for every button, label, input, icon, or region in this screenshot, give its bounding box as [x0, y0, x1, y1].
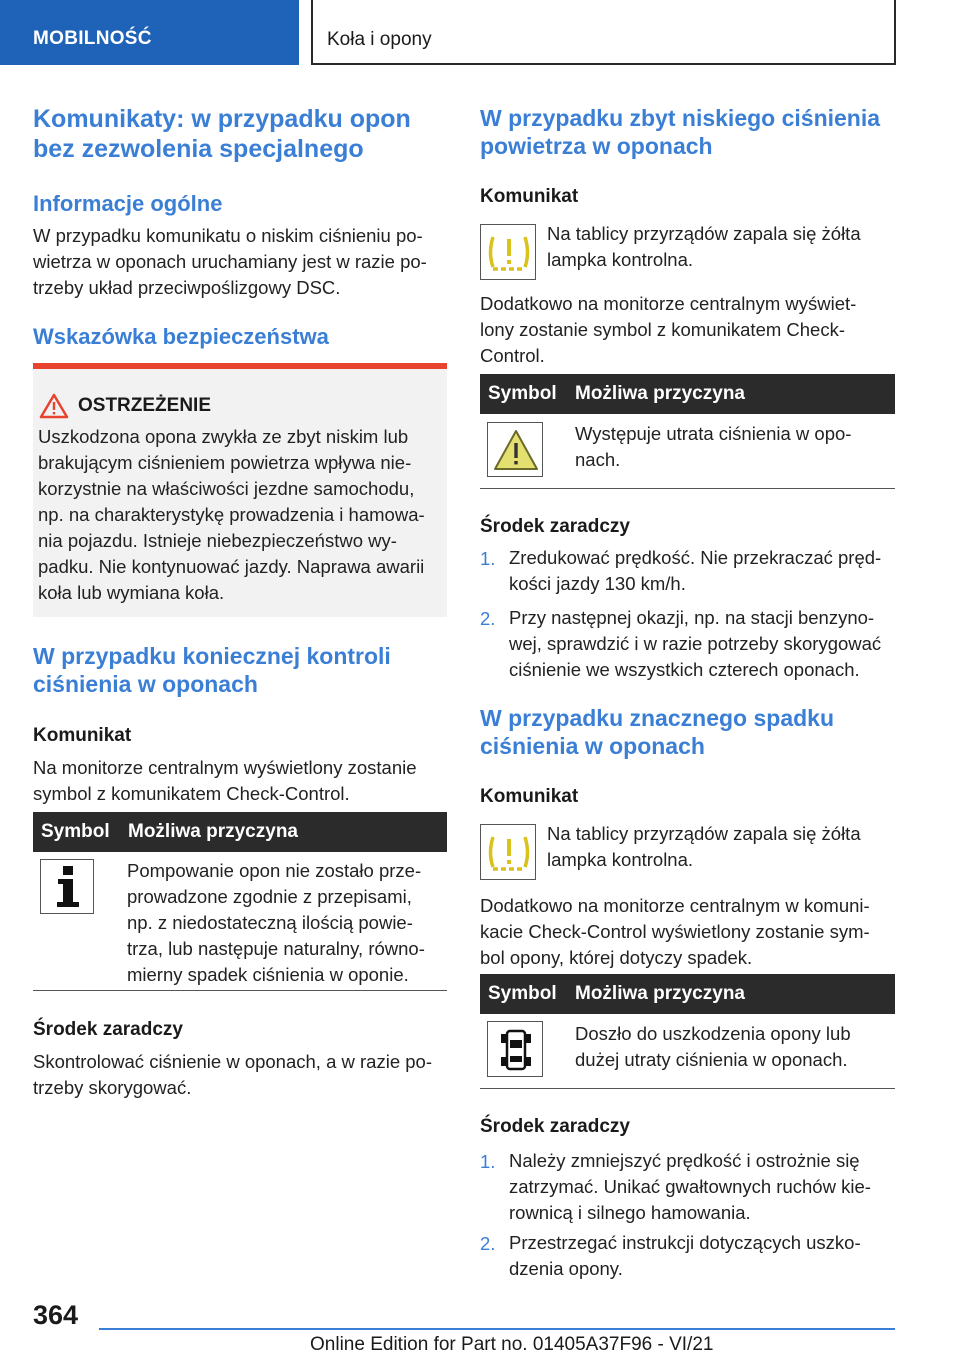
left-title: Komunikaty: w przypadku opon bez zezwolenia specjalnego	[33, 105, 411, 163]
warning-text: Uszkodzona opona zwykła ze zbyt niskim lub brakującym ciśnieniem powietrza wpływa nie-korzystnie na właściwości jezdne samochodu, np. na charakterystykę prowadzenia i hamowa-nia pojazdu. Istnieje niebezpieczeństwo wy-padku. Nie kontynuować jazdy. Naprawa awarii koła lub wymiana koła.	[38, 426, 425, 603]
remedy2-item-2: Przestrzegać instrukcji dotyczących uszko-dzenia opony.	[509, 1232, 861, 1279]
table1-divider	[480, 488, 895, 489]
tire-pressure-lamp-icon	[480, 224, 536, 280]
col-cause: Możliwa przyczyna	[575, 383, 745, 404]
general-text: W przypadku komunikatu o niskim ciśnieniu po-wietrza w oponach uruchamiany jest w razie po-trzeby układ przeciwpoślizgowy DSC.	[33, 225, 427, 298]
footer-edition: Online Edition for Part no. 01405A37F96 - VI/21	[310, 1334, 714, 1355]
chapter-tab	[311, 0, 896, 65]
remedy-text: Skontrolować ciśnienie w oponach, a w razie po-trzeby skorygować.	[33, 1051, 432, 1098]
message-text: Na monitorze centralnym wyświetlony zostanie symbol z komunikatem Check-Control.	[33, 757, 417, 804]
remedy-label-right-2: Środek zaradczy	[480, 1116, 630, 1137]
section-tab	[0, 0, 299, 65]
general-heading: Informacje ogólne	[33, 191, 223, 216]
table2-header	[480, 974, 895, 1014]
extra-text-2: Dodatkowo na monitorze centralnym w komuni-kacie Check-Control wyświetlony zostanie sym-bol opony, której dotyczy spadek.	[480, 895, 870, 968]
table-header	[33, 812, 447, 852]
warning-triangle-icon	[487, 422, 543, 477]
lamp-text: Na tablicy przyrządów zapala się żółta lampka kontrolna.	[547, 223, 861, 270]
remedy-item-2: Przy następnej okazji, np. na stacji benzyno-wej, sprawdzić i w razie potrzeby skorygować ciśnienie we wszystkich czterech oponach.	[509, 607, 882, 680]
col-symbol: Symbol	[41, 821, 110, 842]
tire-pressure-lamp-icon-2	[480, 824, 536, 880]
remedy-item-1-num: 1.	[480, 548, 496, 569]
info-icon	[40, 859, 94, 914]
table2-cause: Doszło do uszkodzenia opony lub dużej utraty ciśnienia w oponach.	[575, 1023, 851, 1070]
remedy-label-right: Środek zaradczy	[480, 516, 630, 537]
remedy-item-2-num: 2.	[480, 608, 496, 629]
remedy2-item-1-num: 1.	[480, 1151, 496, 1172]
message-label: Komunikat	[33, 725, 132, 746]
lamp-text-2: Na tablicy przyrządów zapala się żółta lampka kontrolna.	[547, 823, 861, 870]
col-symbol: Symbol	[488, 983, 557, 1004]
remedy2-item-1: Należy zmniejszyć prędkość i ostrożnie się zatrzymać. Unikać gwałtownych ruchów kie-rownicą i silnego hamowania.	[509, 1150, 871, 1223]
table1-header	[480, 374, 895, 414]
col-cause: Możliwa przyczyna	[128, 821, 298, 842]
safety-heading: Wskazówka bezpieczeństwa	[33, 324, 329, 349]
warning-icon	[39, 393, 69, 419]
warning-box	[33, 363, 447, 617]
footer-divider	[99, 1328, 895, 1330]
warning-title: OSTRZEŻENIE	[78, 395, 212, 416]
remedy-item-1: Zredukować prędkość. Nie przekraczać pręd-kości jazdy 130 km/h.	[509, 547, 882, 594]
low-pressure-heading: W przypadku zbyt niskiego ciśnienia powietrza w oponach	[480, 105, 881, 159]
remedy-label: Środek zaradczy	[33, 1019, 183, 1040]
message-label-right: Komunikat	[480, 186, 579, 207]
section-title: MOBILNOŚĆ	[33, 28, 152, 49]
remedy2-item-2-num: 2.	[480, 1233, 496, 1254]
col-cause: Możliwa przyczyna	[575, 983, 745, 1004]
message-label-right-2: Komunikat	[480, 786, 579, 807]
extra-text: Dodatkowo na monitorze centralnym wyświet-lony zostanie symbol z komunikatem Check-Control.	[480, 293, 857, 366]
table-divider	[33, 990, 447, 991]
table2-divider	[480, 1088, 895, 1089]
control-heading: W przypadku koniecznej kontroli ciśnienia w oponach	[33, 643, 391, 697]
table-cause: Pompowanie opon nie zostało prze-prowadzone zgodnie z przepisami, np. z niedostateczną ilością powie-trza, lub następuje naturalny, równo-mierny spadek ciśnienia w oponie.	[127, 860, 425, 985]
chapter-title: Koła i opony	[327, 29, 432, 50]
car-tire-icon	[487, 1021, 543, 1077]
table1-cause: Występuje utrata ciśnienia w opo-nach.	[575, 423, 852, 470]
page-number: 364	[33, 1300, 79, 1330]
drop-heading: W przypadku znacznego spadku ciśnienia w oponach	[480, 705, 834, 759]
col-symbol: Symbol	[488, 383, 557, 404]
